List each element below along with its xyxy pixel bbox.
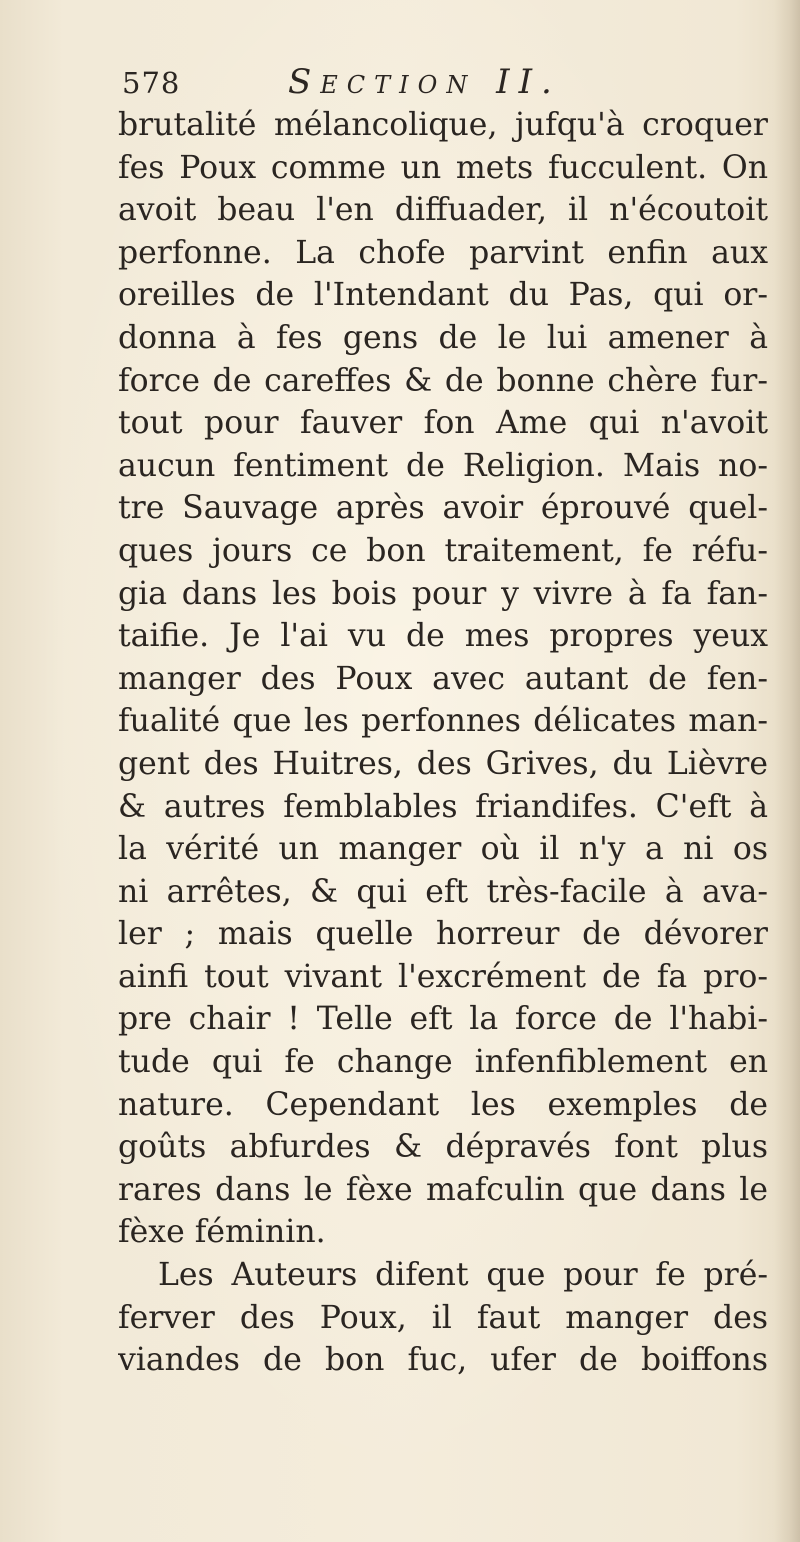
text-line: rares dans le fèxe mafculin que dans le [118,1171,768,1208]
text-line: donna à fes gens de le lui amener à [118,319,768,356]
running-head [122,62,762,106]
text-line: & autres femblables friandifes. C'eft à [118,788,768,825]
text-line: viandes de bon fuc, ufer de boiffons [118,1342,768,1379]
section-title: Section II. [288,62,561,102]
body-text [118,104,768,1382]
text-line: tude qui fe change infenfiblement en [118,1044,768,1081]
text-line: oreilles de l'Intendant du Pas, qui or- [118,277,768,314]
text-line: ni arrêtes, & qui eft très-facile à ava- [118,873,768,910]
text-line: gia dans les bois pour y vivre à fa fan- [118,575,768,612]
text-line: ler ; mais quelle horreur de dévorer [118,916,768,953]
text-line: goûts abfurdes & dépravés font plus [118,1129,768,1166]
text-line: nature. Cependant les exemples de [118,1086,768,1123]
text-line: avoit beau l'en diffuader, il n'écoutoit [118,192,768,229]
text-line: perfonne. La chofe parvint enfin aux [118,234,768,271]
text-line: aucun fentiment de Religion. Mais no- [118,447,768,484]
text-line: ferver des Poux, il faut manger des [118,1299,768,1336]
text-line: ques jours ce bon traitement, fe réfu- [118,532,768,569]
text-line: taifie. Je l'ai vu de mes propres yeux [118,618,768,655]
page-edge-shadow [774,0,800,1542]
text-line: la vérité un manger où il n'y a ni os [118,831,768,868]
text-line: tre Sauvage après avoir éprouvé quel- [118,490,768,527]
text-line-paragraph-start: Les Auteurs difent que pour fe pré- [158,1257,768,1294]
text-line: manger des Poux avec autant de fen- [118,660,768,697]
text-line: fualité que les perfonnes délicates man- [118,703,768,740]
text-line: gent des Huitres, des Grives, du Lièvre [118,745,768,782]
text-line: fes Poux comme un mets fucculent. On [118,149,768,186]
text-line-paragraph-end: fèxe féminin. [118,1214,326,1251]
text-line: tout pour fauver fon Ame qui n'avoit [118,405,768,442]
text-line: force de careffes & de bonne chère fur- [118,362,768,399]
page-number: 578 [122,66,181,100]
text-line: brutalité mélancolique, jufqu'à croquer [118,107,768,143]
text-line: pre chair ! Telle eft la force de l'habi- [118,1001,768,1038]
text-line: ainfi tout vivant l'excrément de fa pro- [118,958,768,995]
